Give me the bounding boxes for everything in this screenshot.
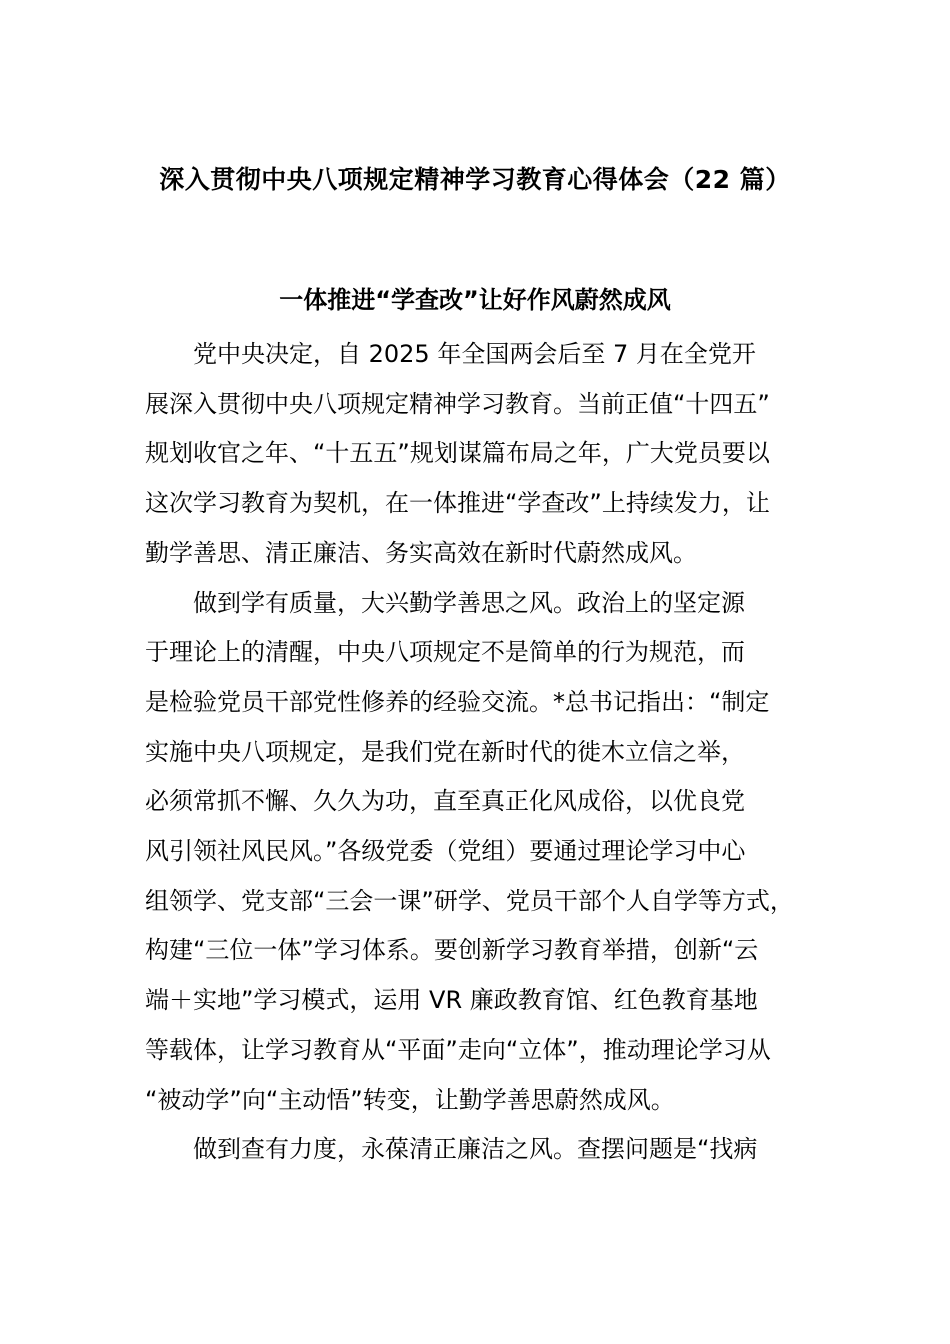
text-line: 规划收官之年、“十五五”规划谋篇布局之年，广大党员要以 — [145, 439, 770, 468]
article-body — [145, 330, 835, 1175]
text-line: 勤学善思、清正廉洁、务实高效在新时代蔚然成风。 — [145, 538, 697, 567]
text-line: 构建“三位一体”学习体系。要创新学习教育举措，创新“云 — [145, 936, 759, 965]
text-line: 端＋实地”学习模式，运用 VR 廉政教育馆、红色教育基地 — [145, 986, 758, 1015]
text-line: 展深入贯彻中央八项规定精神学习教育。当前正值“十四五” — [145, 389, 770, 418]
text-line: 党中央决定，自 2025 年全国两会后至 7 月在全党开 — [193, 340, 756, 368]
paragraph-3 — [145, 1125, 835, 1175]
text-line: 做到查有力度，永葆清正廉洁之风。查摆问题是“找病 — [193, 1135, 758, 1164]
text-line: 组领学、党支部“三会一课”研学、党员干部个人自学等方式， — [145, 886, 794, 915]
text-line: 等载体，让学习教育从“平面”走向“立体”，推动理论学习从 — [145, 1035, 771, 1064]
article-title: 一体推进“学查改”让好作风蔚然成风 — [279, 286, 671, 314]
paragraph-2 — [145, 579, 835, 1126]
text-line: 是检验党员干部党性修养的经验交流。*总书记指出：“制定 — [145, 687, 770, 716]
document-title: 深入贯彻中央八项规定精神学习教育心得体会（22 篇） — [159, 165, 791, 194]
text-line: 这次学习教育为契机，在一体推进“学查改”上持续发力，让 — [145, 489, 770, 518]
text-line: 实施中央八项规定，是我们党在新时代的徙木立信之举， — [145, 737, 745, 766]
text-line: 于理论上的清醒，中央八项规定不是简单的行为规范，而 — [145, 638, 745, 667]
paragraph-1 — [145, 330, 835, 579]
text-line: 风引领社风民风。”各级党委（党组）要通过理论学习中心 — [145, 837, 746, 866]
text-line: 做到学有质量，大兴勤学善思之风。政治上的坚定源 — [193, 588, 745, 617]
text-line: “被动学”向“主动悟”转变，让勤学善思蔚然成风。 — [145, 1085, 675, 1114]
text-line: 必须常抓不懈、久久为功，直至真正化风成俗，以优良党 — [145, 787, 745, 816]
